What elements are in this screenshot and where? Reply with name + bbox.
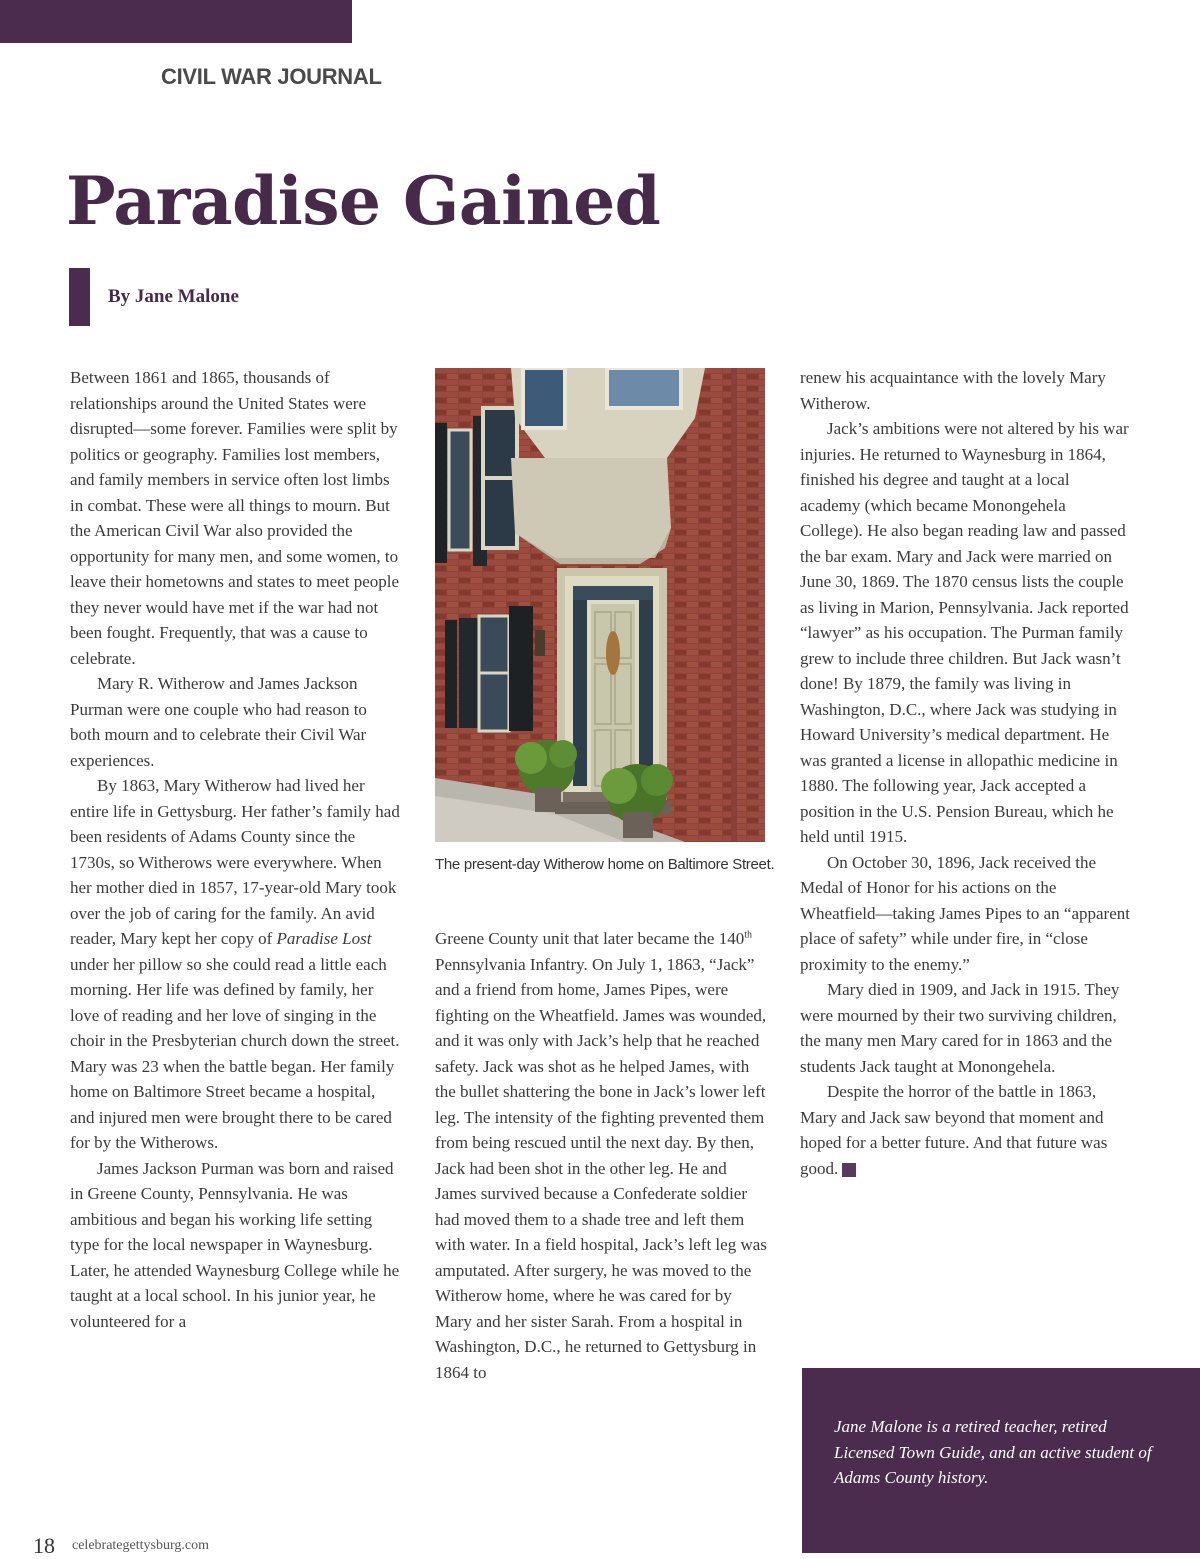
author-bio-box	[802, 1368, 1200, 1553]
header-accent-bar	[0, 0, 352, 43]
paragraph: Jack’s ambitions were not altered by his war injuries. He returned to Waynesburg in 1864, finished his degree and taught at a local academy (which became Monongehela College). He also began reading law and passed the bar exam. Mary and Jack were married on June 30, 1869. The 1870 census lists the couple as living in Marion, Pennsylvania. Jack reported “lawyer” as his occupation. The Purman family grew to include three children. But Jack wasn’t done! By 1879, the family was living in Washington, D.C., where Jack was studying in Howard University’s medical department. He was granted a license in allopathic medicine in 1880. The following year, Jack accepted a position in the U.S. Pension Bureau, which he held until 1915.	[800, 419, 1129, 846]
text-run: Greene County unit that later became the 140	[435, 929, 745, 948]
text-run: Despite the horror of the battle in 1863, Mary and Jack saw beyond that moment and hoped for a better future. And that future was good.	[800, 1082, 1108, 1178]
article-column-1	[70, 365, 400, 1334]
article-column-2	[435, 926, 767, 1385]
end-mark-icon: G	[842, 1163, 856, 1177]
paragraph: On October 30, 1896, Jack received the Medal of Honor for his actions on the Wheatfield—taking James Pipes to an “apparent place of safety” while under fire, in “close proximity to the enemy.”	[800, 852, 1130, 974]
photo-caption: The present-day Witherow home on Baltimore Street.	[435, 856, 775, 873]
paragraph: renew his acquaintance with the lovely Mary Witherow.	[800, 368, 1106, 413]
byline-accent-bar	[69, 268, 90, 326]
article-column-3	[800, 365, 1130, 1181]
paragraph: Between 1861 and 1865, thousands of relationships around the United States were disrupted—some forever. Families were split by politics or geography. Families lost members, and family members in service often lost limbs in combat. These were all things to mourn. But the American Civil War also provided the opportunity for many men, and some women, to leave their hometowns and states to meet people they never would have met if the war had not been fought. Frequently, that was a cause to celebrate.	[70, 368, 400, 668]
paragraph: Mary R. Witherow and James Jackson Purman were one couple who had reason to both mourn and to celebrate their Civil War experiences.	[70, 674, 367, 770]
article-title: Paradise Gained	[66, 162, 661, 240]
section-label: CIVIL WAR JOURNAL	[161, 64, 382, 89]
text-run: By 1863, Mary Witherow had lived her entire life in Gettysburg. Her father’s family had been residents of Adams County since the 1730s, so Witherows were everywhere. When her mother died in 1857, 17-year-old Mary took over the job of caring for the family. An avid reader, Mary kept her copy of	[70, 776, 400, 948]
text-run: under her pillow so she could read a little each morning. Her life was defined by family, her love of reading and her love of singing in the choir in the Presbyterian church down the street. Mary was 23 when the battle began. Her family home on Baltimore Street became a hospital, and injured men were brought there to be cared for by the Witherows.	[70, 954, 400, 1152]
paragraph: James Jackson Purman was born and raised in Greene County, Pennsylvania. He was ambitious and began his working life setting type for the local newspaper in Waynesburg. Later, he attended Waynesburg College while he taught at a local school. In his junior year, he volunteered for a	[70, 1158, 400, 1331]
site-url: celebrategettysburg.com	[72, 1538, 209, 1553]
author-bio: Jane Malone is a retired teacher, retired Licensed Town Guide, and an active student of Adams County history.	[834, 1417, 1152, 1487]
witherow-home-photo	[435, 368, 765, 842]
paragraph	[800, 1079, 1130, 1181]
paragraph	[70, 773, 400, 1156]
page-number: 18	[33, 1533, 55, 1558]
byline: By Jane Malone	[108, 286, 239, 307]
paragraph	[435, 926, 767, 1385]
book-title: Paradise Lost	[276, 929, 372, 948]
superscript: th	[744, 929, 752, 941]
text-run: Pennsylvania Infantry. On July 1, 1863, “Jack” and a friend from home, James Pipes, were fighting on the Wheatfield. James was wounded, and it was only with Jack’s help that he reached safety. Jack was shot as he helped James, with the bullet shattering the bone in Jack’s lower left leg. The intensity of the fighting prevented them from being rescued until the next day. By then, Jack had been shot in the other leg. He and James survived because a Confederate soldier had moved them to a shade tree and left them with water. In a field hospital, Jack’s left leg was amputated. After surgery, he was moved to the Witherow home, where he was cared for by Mary and her sister Sarah. From a hospital in Washington, D.C., he returned to Gettysburg in 1864 to	[435, 954, 767, 1382]
paragraph: Mary died in 1909, and Jack in 1915. They were mourned by their two surviving children, the many men Mary cared for in 1863 and the students Jack taught at Monongehela.	[800, 980, 1120, 1076]
